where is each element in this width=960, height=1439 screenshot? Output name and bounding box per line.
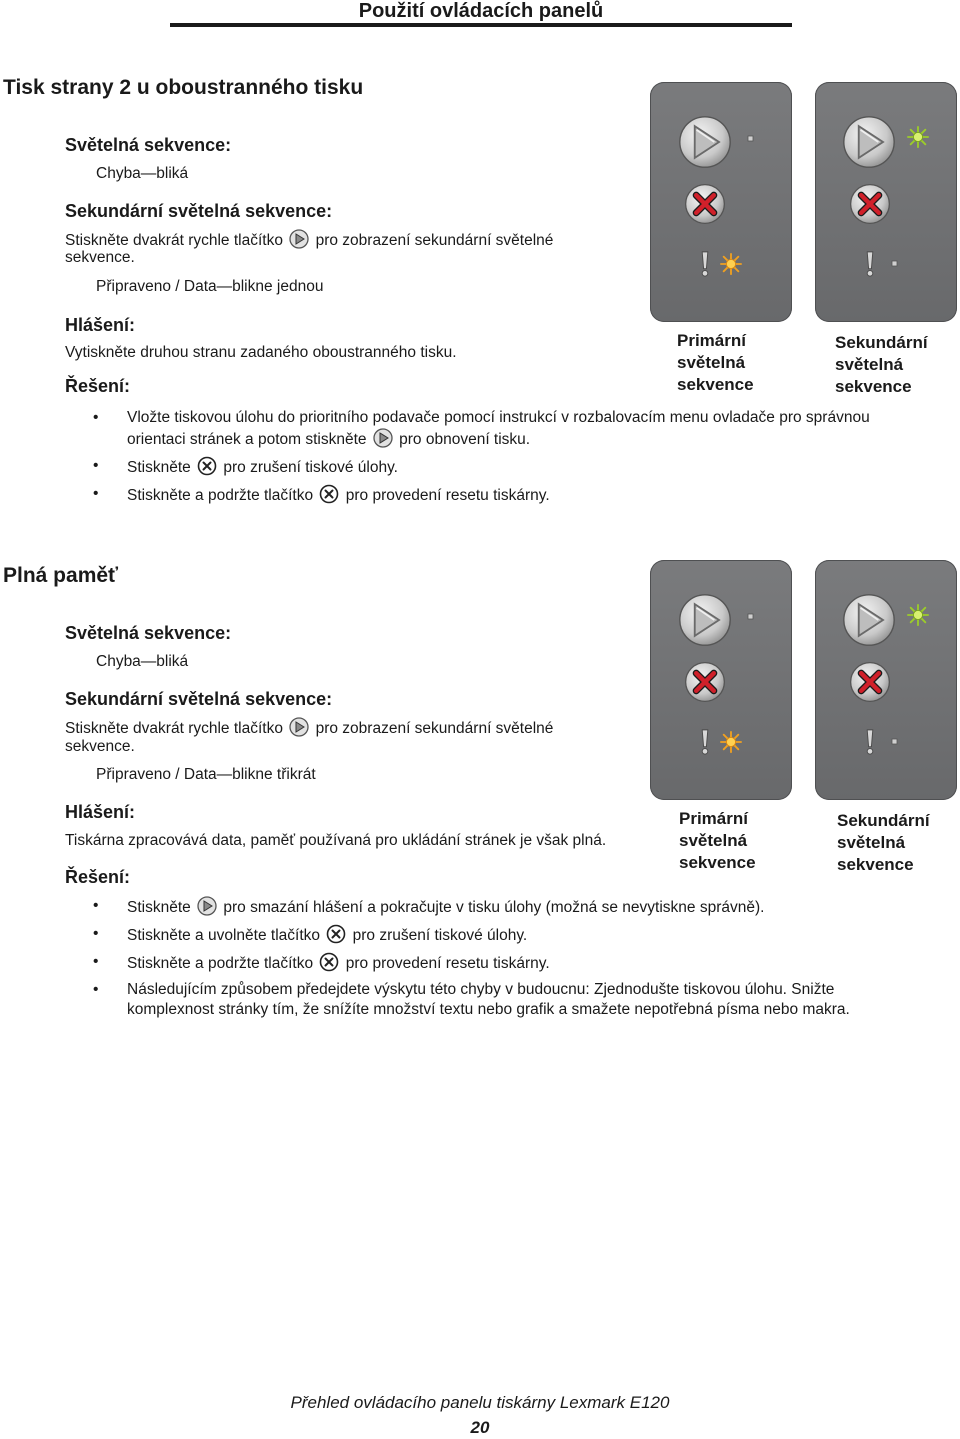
bullet-text-part: pro provedení resetu tiskárny. xyxy=(345,955,550,972)
section-title: Plná paměť xyxy=(3,564,119,587)
bullet-text-cont xyxy=(127,428,927,450)
bullet: • xyxy=(93,457,99,474)
light-sequence-value: Chyba—bliká xyxy=(96,165,189,182)
list-item xyxy=(93,924,923,944)
message-label: Hlášení: xyxy=(65,802,136,822)
secondary-sequence-value: Připraveno / Data—blikne jednou xyxy=(96,278,324,295)
go-button-icon xyxy=(844,117,894,167)
cancel-button-icon xyxy=(851,663,890,702)
cancel-button-icon xyxy=(319,952,339,972)
caption-line: Primární xyxy=(679,809,748,828)
bullet: • xyxy=(93,981,99,998)
exclamation-icon xyxy=(702,730,708,754)
bullet-text-part: Stiskněte a podržte tlačítko xyxy=(127,487,314,504)
bullet: • xyxy=(93,409,99,426)
message-label: Hlášení: xyxy=(65,315,136,335)
ready-light-on-icon xyxy=(908,127,928,147)
secondary-sequence-caption xyxy=(837,810,930,876)
primary-light-panel xyxy=(650,82,792,322)
panel-graphic xyxy=(815,82,957,322)
go-button-icon xyxy=(197,896,217,916)
secondary-sequence-caption xyxy=(835,332,928,398)
bullet: • xyxy=(93,485,99,502)
secondary-sequence-instruction-cont: sekvence. xyxy=(65,738,135,755)
caption-line: světelná xyxy=(835,355,904,374)
exclamation-icon xyxy=(867,730,873,754)
go-button-icon xyxy=(289,717,309,737)
cancel-button-icon xyxy=(686,663,725,702)
secondary-sequence-instruction-cont: sekvence. xyxy=(65,249,135,266)
caption-line: sekvence xyxy=(835,377,912,396)
solution-label: Řešení: xyxy=(65,376,131,396)
cancel-button-icon xyxy=(686,185,725,224)
bullet-text-part: Stiskněte xyxy=(127,459,191,476)
cancel-button-icon xyxy=(326,924,346,944)
light-sequence-label: Světelná sekvence: xyxy=(65,135,232,155)
primary-sequence-caption xyxy=(679,808,756,874)
bullet-text-part: pro zrušení tiskové úlohy. xyxy=(352,927,528,944)
bullet-text-part: Stiskněte a podržte tlačítko xyxy=(127,955,314,972)
cancel-button-icon xyxy=(319,484,339,504)
list-item xyxy=(93,952,923,972)
section-title: Tisk strany 2 u oboustranného tisku xyxy=(3,76,364,99)
panel-graphic xyxy=(650,82,792,322)
panel-graphic xyxy=(650,560,792,800)
caption-line: světelná xyxy=(837,833,906,852)
solution-label: Řešení: xyxy=(65,867,131,887)
bullet-text-part: Stiskněte a uvolněte tlačítko xyxy=(127,927,321,944)
cancel-button-icon xyxy=(851,185,890,224)
bullet-text-part: pro smazání hlášení a pokračujte v tisku úlohy (možná se nevytiskne správně). xyxy=(223,899,765,916)
ready-light-off-icon xyxy=(748,136,753,141)
footer-title: Přehled ovládacího panelu tiskárny Lexmark E120 xyxy=(290,1393,670,1412)
list-item xyxy=(93,896,923,916)
cancel-button-icon xyxy=(197,456,217,476)
list-item xyxy=(93,484,923,504)
bullet-text-part: pro obnovení tisku. xyxy=(399,431,531,448)
primary-sequence-caption xyxy=(677,330,754,396)
primary-light-panel xyxy=(650,560,792,800)
list-item xyxy=(93,408,923,448)
message-text: Vytiskněte druhou stranu zadaného oboustranného tisku. xyxy=(65,344,457,361)
bullet-text-part: pro zrušení tiskové úlohy. xyxy=(223,459,398,476)
instruction-text: pro zobrazení sekundární světelné xyxy=(315,720,554,737)
instruction-text: Stiskněte dvakrát rychle tlačítko xyxy=(65,720,283,737)
page-header-title: Použití ovládacích panelů xyxy=(358,0,604,22)
secondary-sequence-value: Připraveno / Data—blikne třikrát xyxy=(96,766,316,783)
bullet-text-part: Stiskněte xyxy=(127,899,191,916)
secondary-sequence-label: Sekundární světelná sekvence: xyxy=(65,689,333,709)
light-sequence-value: Chyba—bliká xyxy=(96,653,189,670)
bullet: • xyxy=(93,925,99,942)
instruction-text: Stiskněte dvakrát rychle tlačítko xyxy=(65,232,283,249)
caption-line: Primární xyxy=(677,331,746,350)
secondary-sequence-instruction xyxy=(65,229,553,250)
list-item xyxy=(93,980,923,1020)
bullet-text-part: pro provedení resetu tiskárny. xyxy=(345,487,550,504)
caption-line: sekvence xyxy=(679,853,756,872)
message-text: Tiskárna zpracovává data, paměť používaná pro ukládání stránek je však plná. xyxy=(65,832,607,849)
instruction-text: pro zobrazení sekundární světelné xyxy=(315,232,554,249)
secondary-light-panel xyxy=(815,560,957,800)
error-light-off-icon xyxy=(892,261,897,266)
error-light-on-icon xyxy=(721,254,741,274)
secondary-sequence-instruction xyxy=(65,717,553,738)
caption-line: Sekundární xyxy=(835,333,928,352)
secondary-sequence-label: Sekundární světelná sekvence: xyxy=(65,201,333,221)
bullet-text-cont: komplexnost stránky tím, že snížíte množství textu nebo grafik a smažete nepotřebná písma nebo makra. xyxy=(127,1001,850,1018)
light-sequence-label: Světelná sekvence: xyxy=(65,623,232,643)
go-button-icon xyxy=(844,595,894,645)
page-number: 20 xyxy=(470,1418,490,1437)
bullet-text: Následujícím způsobem předejdete výskytu této chyby v budoucnu: Zjednodušte tiskovou úlohu. Snižte xyxy=(127,981,835,998)
secondary-light-panel xyxy=(815,82,957,322)
error-light-on-icon xyxy=(721,732,741,752)
exclamation-icon xyxy=(702,252,708,276)
caption-line: Sekundární xyxy=(837,811,930,830)
caption-line: sekvence xyxy=(677,375,754,394)
exclamation-icon xyxy=(867,252,873,276)
go-button-icon xyxy=(373,428,393,448)
go-button-icon xyxy=(680,117,730,167)
caption-line: světelná xyxy=(677,353,746,372)
header-rule xyxy=(170,23,792,27)
go-button-icon xyxy=(289,229,309,249)
ready-light-off-icon xyxy=(748,614,753,619)
error-light-off-icon xyxy=(892,739,897,744)
caption-line: světelná xyxy=(679,831,748,850)
go-button-icon xyxy=(680,595,730,645)
panel-graphic xyxy=(815,560,957,800)
list-item xyxy=(93,456,923,476)
bullet-text: Vložte tiskovou úlohu do prioritního podavače pomocí instrukcí v rozbalovacím menu ovladače pro správnou xyxy=(127,409,870,426)
caption-line: sekvence xyxy=(837,855,914,874)
bullet: • xyxy=(93,897,99,914)
bullet: • xyxy=(93,953,99,970)
bullet-text-part: orientaci stránek a potom stiskněte xyxy=(127,431,367,448)
ready-light-on-icon xyxy=(908,605,928,625)
